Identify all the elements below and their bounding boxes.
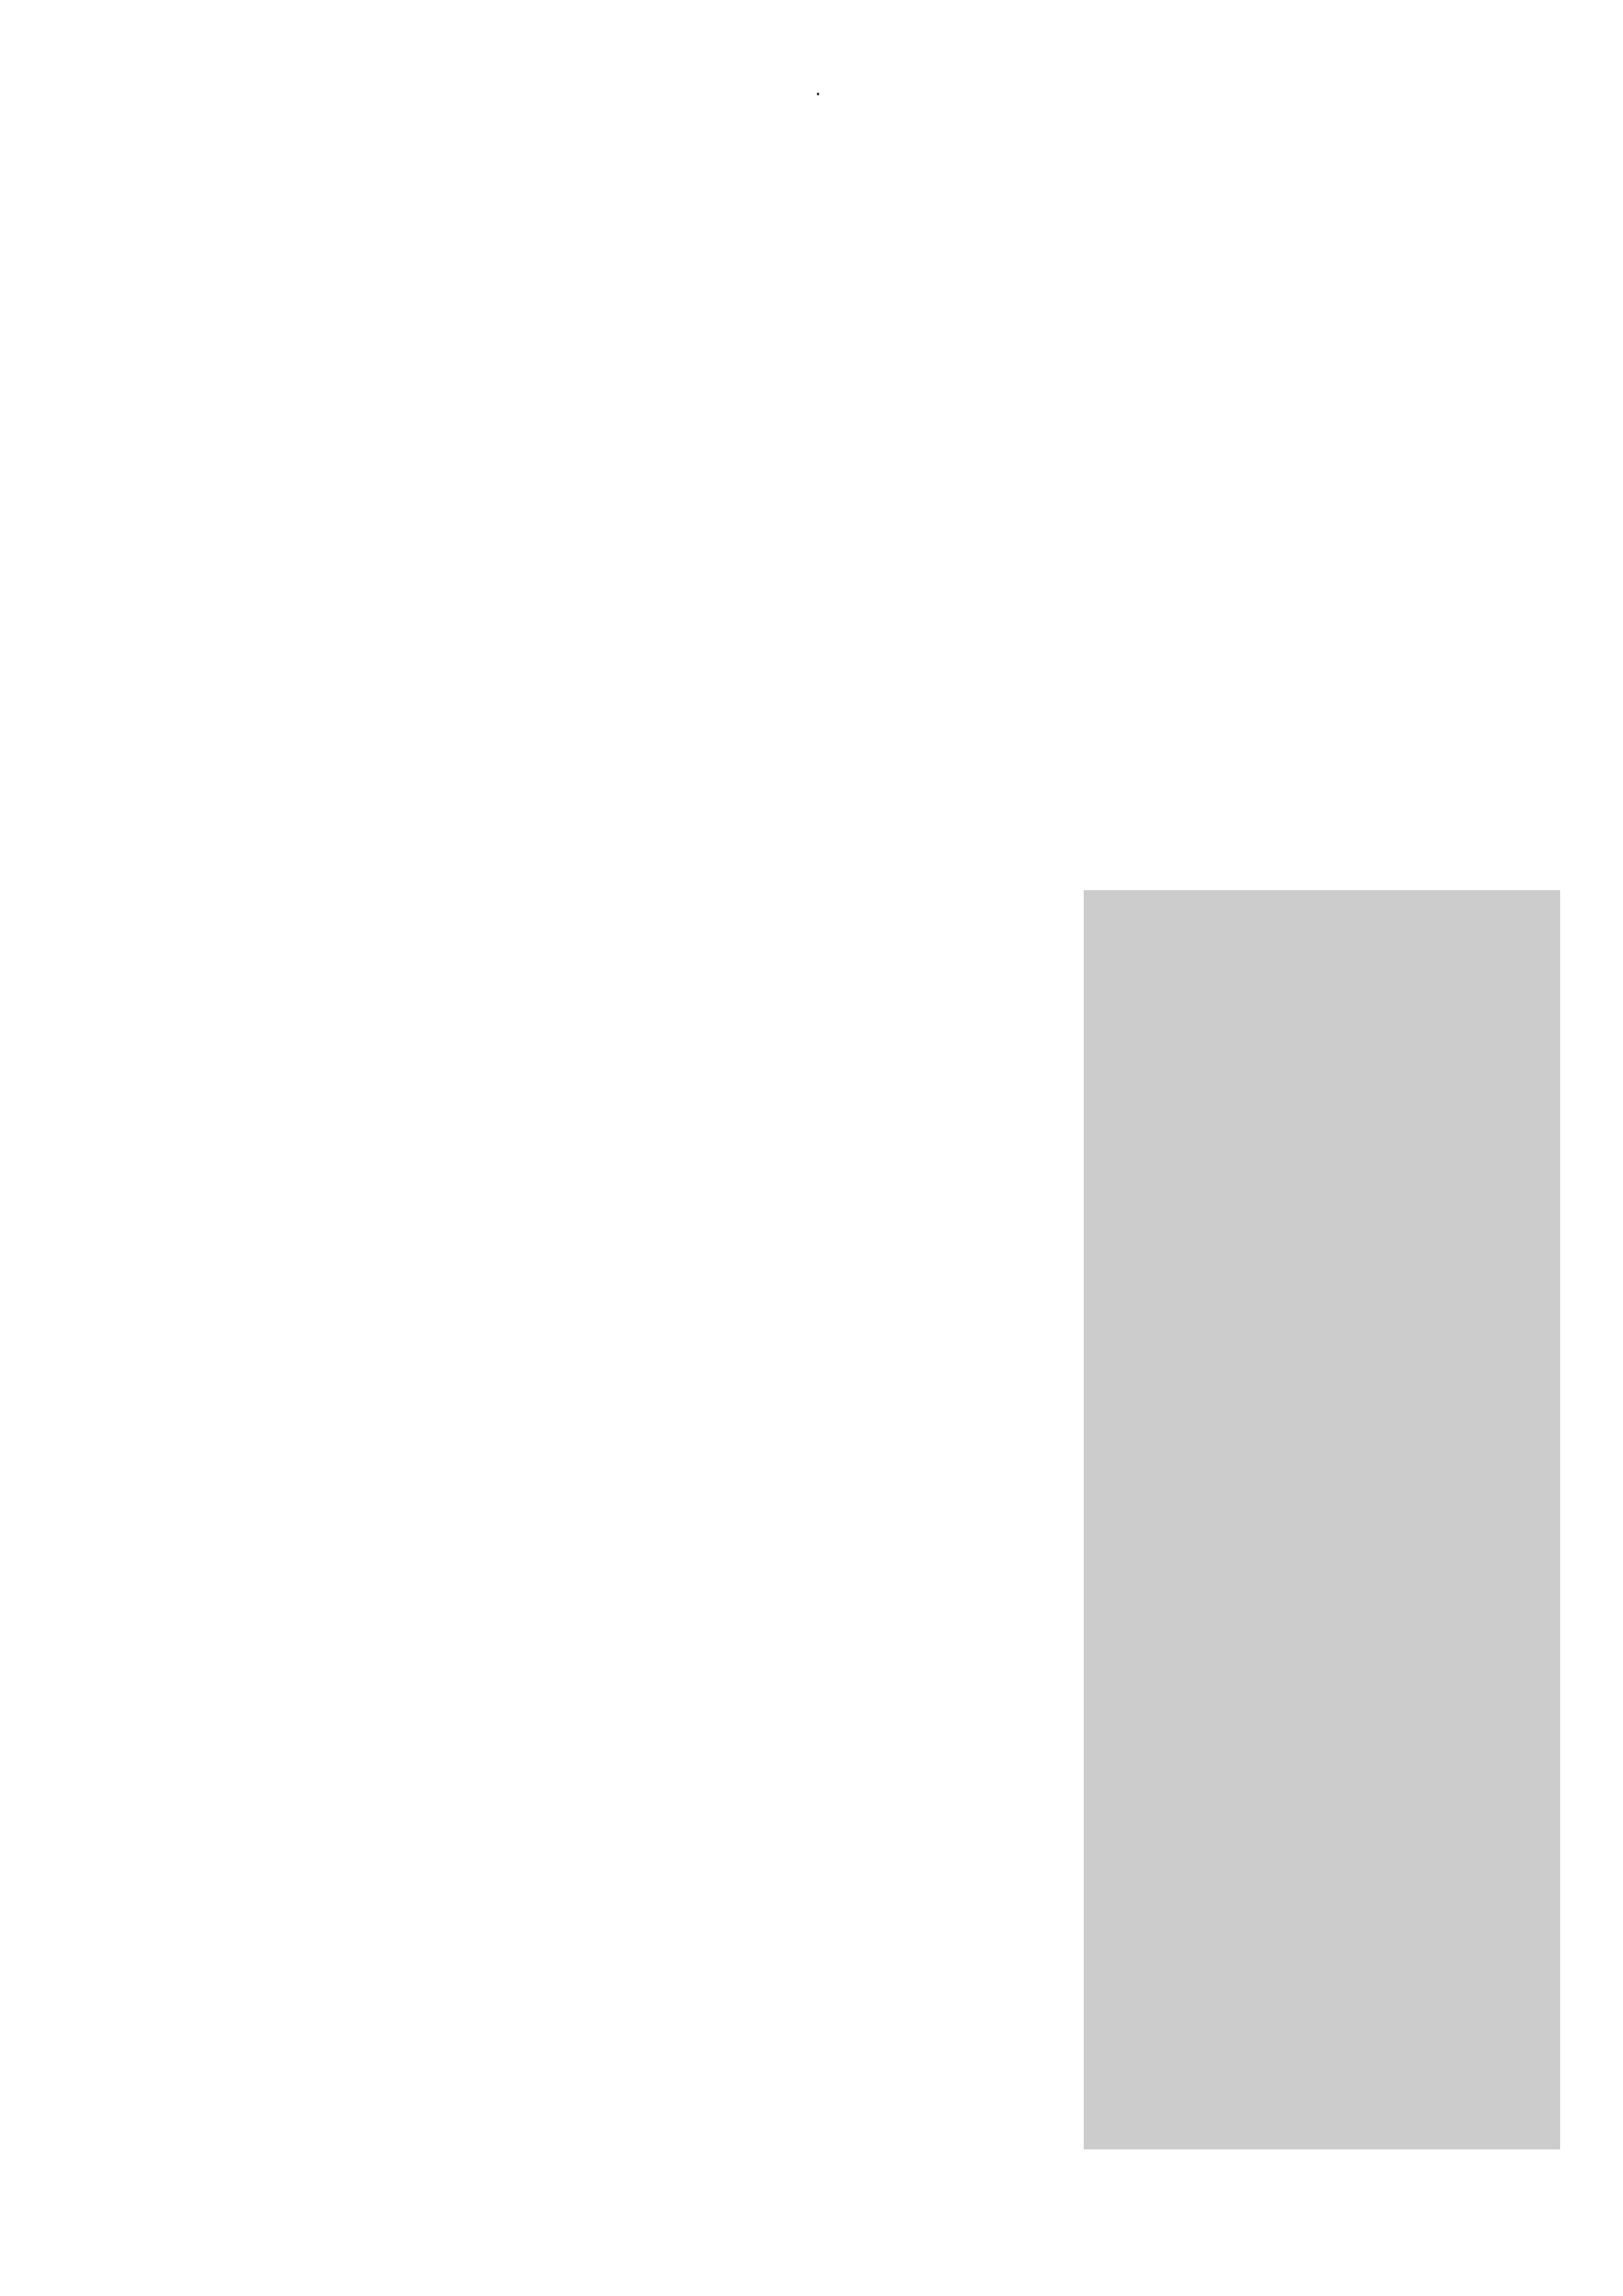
hot-drinks-section — [1094, 910, 1550, 950]
mains-section — [589, 83, 1047, 121]
drinks-panel — [1084, 890, 1560, 2149]
desserts-section — [1094, 88, 1552, 126]
poland-section — [589, 1600, 1047, 1641]
cold-drinks-section — [1094, 1574, 1550, 1615]
heading-dot: · — [815, 83, 821, 106]
